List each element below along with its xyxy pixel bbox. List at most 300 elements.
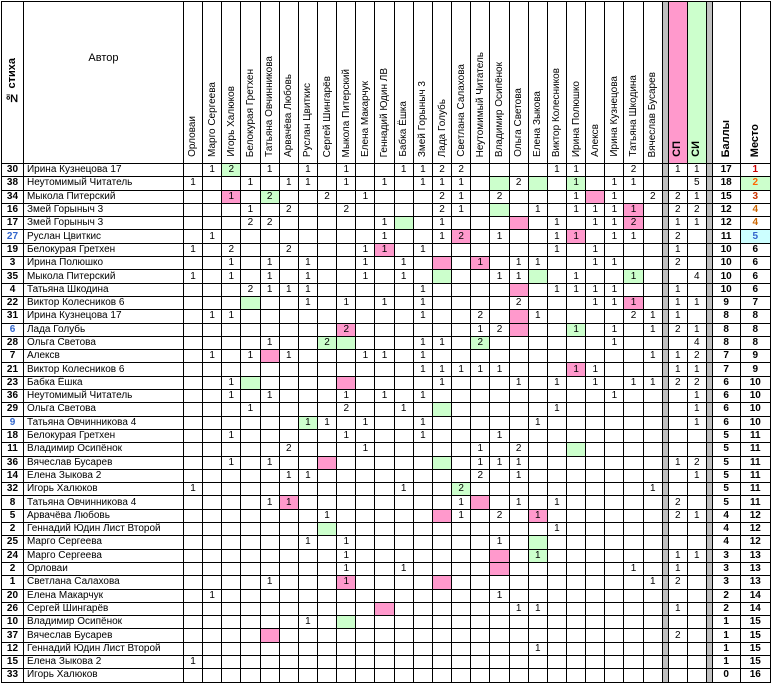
vote-cell bbox=[471, 483, 490, 496]
vote-cell bbox=[241, 602, 260, 615]
vote-cell bbox=[375, 549, 394, 562]
header-juror: Лада Голубь bbox=[432, 2, 451, 164]
author-name: Геннадий Юдин Лист Второй bbox=[23, 642, 183, 655]
table-row bbox=[2, 257, 771, 270]
vote-cell bbox=[356, 562, 375, 575]
vote-cell bbox=[337, 243, 356, 256]
vote-cell bbox=[471, 589, 490, 602]
poem-number: 5 bbox=[2, 509, 24, 522]
vote-cell bbox=[471, 509, 490, 522]
vote-cell bbox=[298, 390, 317, 403]
vote-cell bbox=[624, 602, 643, 615]
table-row bbox=[2, 536, 771, 549]
author-name: Бабка Ёшка bbox=[23, 376, 183, 389]
vote-cell bbox=[624, 655, 643, 668]
vote-cell: 2 bbox=[509, 443, 528, 456]
vote-cell bbox=[375, 416, 394, 429]
vote-cell: 1 bbox=[605, 323, 624, 336]
vote-cell bbox=[279, 164, 298, 177]
score-cell: 1 bbox=[712, 642, 740, 655]
header-juror: Татьяна Овчинникова bbox=[260, 2, 279, 164]
vote-cell bbox=[413, 523, 432, 536]
vote-cell bbox=[203, 629, 222, 642]
vote-cell: 1 bbox=[183, 243, 202, 256]
vote-cell bbox=[509, 669, 528, 682]
vote-cell: 1 bbox=[375, 350, 394, 363]
vote-cell bbox=[624, 283, 643, 296]
vote-cell bbox=[432, 350, 451, 363]
vote-cell: 1 bbox=[509, 257, 528, 270]
vote-cell bbox=[528, 589, 547, 602]
vote-cell bbox=[222, 350, 241, 363]
vote-cell: 1 bbox=[528, 602, 547, 615]
vote-cell: 1 bbox=[222, 270, 241, 283]
poem-number: 27 bbox=[2, 230, 24, 243]
place-cell: 5 bbox=[740, 230, 770, 243]
si-cell: 1 bbox=[687, 416, 706, 429]
place-cell: 9 bbox=[740, 363, 770, 376]
vote-cell bbox=[394, 190, 413, 203]
vote-cell bbox=[222, 177, 241, 190]
vote-cell bbox=[567, 350, 586, 363]
vote-cell bbox=[432, 243, 451, 256]
vote-cell bbox=[452, 562, 471, 575]
vote-cell bbox=[183, 336, 202, 349]
si-cell bbox=[687, 629, 706, 642]
vote-cell bbox=[471, 642, 490, 655]
vote-cell bbox=[509, 283, 528, 296]
vote-cell bbox=[413, 217, 432, 230]
vote-cell bbox=[624, 523, 643, 536]
vote-cell: 1 bbox=[624, 203, 643, 216]
vote-cell bbox=[222, 296, 241, 309]
vote-cell: 2 bbox=[624, 217, 643, 230]
vote-cell bbox=[183, 323, 202, 336]
vote-cell: 1 bbox=[241, 203, 260, 216]
vote-cell bbox=[432, 616, 451, 629]
vote-cell bbox=[605, 429, 624, 442]
vote-cell bbox=[490, 283, 509, 296]
vote-cell bbox=[260, 616, 279, 629]
vote-cell: 1 bbox=[509, 602, 528, 615]
vote-cell bbox=[241, 616, 260, 629]
poem-number: 16 bbox=[2, 203, 24, 216]
vote-cell: 1 bbox=[337, 576, 356, 589]
si-cell: 1 bbox=[687, 509, 706, 522]
vote-cell: 2 bbox=[490, 509, 509, 522]
author-name: Сергей Шингарёв bbox=[23, 602, 183, 615]
vote-cell bbox=[375, 536, 394, 549]
vote-cell bbox=[183, 669, 202, 682]
vote-cell bbox=[471, 390, 490, 403]
vote-cell: 1 bbox=[528, 642, 547, 655]
place-cell: 11 bbox=[740, 456, 770, 469]
vote-cell bbox=[260, 629, 279, 642]
vote-cell: 1 bbox=[222, 310, 241, 323]
poem-number: 30 bbox=[2, 164, 24, 177]
header-author: Автор bbox=[23, 2, 183, 164]
vote-cell bbox=[471, 230, 490, 243]
vote-cell bbox=[490, 336, 509, 349]
vote-cell bbox=[317, 562, 336, 575]
header-score: Баллы bbox=[712, 2, 740, 164]
vote-cell: 2 bbox=[452, 164, 471, 177]
sp-cell: 2 bbox=[668, 190, 687, 203]
vote-cell bbox=[375, 456, 394, 469]
si-cell: 1 bbox=[687, 296, 706, 309]
vote-cell: 1 bbox=[509, 496, 528, 509]
vote-cell bbox=[586, 390, 605, 403]
score-cell: 5 bbox=[712, 456, 740, 469]
vote-cell bbox=[317, 616, 336, 629]
vote-cell bbox=[183, 429, 202, 442]
vote-cell bbox=[471, 629, 490, 642]
sp-cell: 1 bbox=[668, 217, 687, 230]
poem-number: 38 bbox=[2, 177, 24, 190]
vote-cell bbox=[375, 496, 394, 509]
vote-cell bbox=[183, 616, 202, 629]
vote-cell: 1 bbox=[490, 429, 509, 442]
vote-cell bbox=[203, 243, 222, 256]
vote-cell bbox=[337, 217, 356, 230]
score-cell: 1 bbox=[712, 629, 740, 642]
vote-cell bbox=[547, 177, 566, 190]
vote-cell bbox=[452, 469, 471, 482]
vote-cell bbox=[509, 190, 528, 203]
vote-cell: 1 bbox=[413, 243, 432, 256]
sp-cell bbox=[668, 390, 687, 403]
vote-cell bbox=[337, 655, 356, 668]
poem-number: 23 bbox=[2, 376, 24, 389]
vote-cell bbox=[452, 616, 471, 629]
vote-cell bbox=[356, 203, 375, 216]
vote-cell bbox=[183, 296, 202, 309]
vote-cell bbox=[356, 390, 375, 403]
si-cell bbox=[687, 243, 706, 256]
vote-cell bbox=[528, 190, 547, 203]
vote-cell: 2 bbox=[241, 283, 260, 296]
vote-cell bbox=[624, 496, 643, 509]
vote-cell: 2 bbox=[279, 203, 298, 216]
vote-cell: 2 bbox=[279, 443, 298, 456]
vote-cell bbox=[317, 576, 336, 589]
si-cell bbox=[687, 655, 706, 668]
author-name: Неутомимый Читатель bbox=[23, 390, 183, 403]
vote-cell bbox=[643, 562, 662, 575]
vote-cell bbox=[490, 177, 509, 190]
vote-cell: 1 bbox=[547, 523, 566, 536]
sp-cell: 2 bbox=[668, 496, 687, 509]
header-juror: Ирина Кузнецова bbox=[605, 2, 624, 164]
place-cell: 13 bbox=[740, 576, 770, 589]
vote-cell bbox=[260, 403, 279, 416]
vote-cell: 1 bbox=[317, 416, 336, 429]
vote-cell: 1 bbox=[547, 230, 566, 243]
vote-cell bbox=[222, 363, 241, 376]
score-cell: 0 bbox=[712, 669, 740, 682]
vote-cell bbox=[586, 509, 605, 522]
vote-cell bbox=[490, 403, 509, 416]
vote-cell: 1 bbox=[203, 350, 222, 363]
vote-cell bbox=[528, 243, 547, 256]
vote-cell bbox=[624, 257, 643, 270]
vote-cell bbox=[356, 296, 375, 309]
si-cell bbox=[687, 562, 706, 575]
vote-cell: 1 bbox=[298, 177, 317, 190]
vote-cell bbox=[279, 642, 298, 655]
vote-cell: 1 bbox=[567, 203, 586, 216]
vote-cell bbox=[317, 217, 336, 230]
vote-cell bbox=[356, 616, 375, 629]
vote-cell bbox=[567, 469, 586, 482]
vote-cell bbox=[375, 469, 394, 482]
vote-cell bbox=[183, 549, 202, 562]
vote-cell bbox=[643, 203, 662, 216]
vote-cell bbox=[490, 310, 509, 323]
vote-cell bbox=[528, 323, 547, 336]
sp-cell: 1 bbox=[668, 243, 687, 256]
place-cell: 4 bbox=[740, 203, 770, 216]
table-row bbox=[2, 323, 771, 336]
vote-cell bbox=[298, 230, 317, 243]
vote-cell bbox=[279, 655, 298, 668]
vote-cell bbox=[586, 549, 605, 562]
vote-cell bbox=[586, 496, 605, 509]
header-juror: Виктор Колесников bbox=[547, 2, 566, 164]
poem-number: 26 bbox=[2, 602, 24, 615]
vote-cell bbox=[394, 429, 413, 442]
vote-cell bbox=[605, 669, 624, 682]
place-cell: 15 bbox=[740, 642, 770, 655]
vote-cell: 1 bbox=[394, 164, 413, 177]
vote-cell bbox=[317, 243, 336, 256]
header-juror: Марго Сергеева bbox=[203, 2, 222, 164]
vote-cell: 1 bbox=[490, 536, 509, 549]
table-row bbox=[2, 629, 771, 642]
sp-cell bbox=[668, 270, 687, 283]
header-juror: Неутомимый Читатель bbox=[471, 2, 490, 164]
vote-cell: 1 bbox=[528, 509, 547, 522]
place-cell: 13 bbox=[740, 549, 770, 562]
vote-cell bbox=[413, 469, 432, 482]
poem-number: 36 bbox=[2, 456, 24, 469]
si-cell bbox=[687, 536, 706, 549]
author-name: Елена Зыкова 2 bbox=[23, 655, 183, 668]
vote-cell bbox=[547, 549, 566, 562]
vote-cell bbox=[260, 483, 279, 496]
author-name: Арвачёва Любовь bbox=[23, 509, 183, 522]
vote-cell: 1 bbox=[298, 296, 317, 309]
author-name: Ольга Светова bbox=[23, 336, 183, 349]
vote-cell bbox=[317, 164, 336, 177]
vote-cell bbox=[260, 549, 279, 562]
si-cell bbox=[687, 429, 706, 442]
vote-cell: 1 bbox=[624, 296, 643, 309]
vote-cell bbox=[528, 443, 547, 456]
vote-cell bbox=[222, 669, 241, 682]
vote-cell: 1 bbox=[452, 177, 471, 190]
vote-cell bbox=[222, 536, 241, 549]
vote-cell bbox=[298, 589, 317, 602]
header-juror: Татьяна Шкодина bbox=[624, 2, 643, 164]
score-cell: 1 bbox=[712, 655, 740, 668]
vote-cell: 1 bbox=[452, 496, 471, 509]
table-row bbox=[2, 456, 771, 469]
vote-cell bbox=[432, 403, 451, 416]
vote-cell bbox=[317, 483, 336, 496]
vote-cell bbox=[547, 323, 566, 336]
vote-cell bbox=[528, 164, 547, 177]
place-cell: 15 bbox=[740, 629, 770, 642]
vote-cell bbox=[317, 203, 336, 216]
vote-cell bbox=[241, 243, 260, 256]
sp-cell: 1 bbox=[668, 562, 687, 575]
vote-cell: 1 bbox=[643, 310, 662, 323]
vote-cell bbox=[509, 310, 528, 323]
vote-cell bbox=[471, 496, 490, 509]
vote-cell bbox=[490, 243, 509, 256]
vote-cell bbox=[528, 177, 547, 190]
place-cell: 9 bbox=[740, 350, 770, 363]
table-row bbox=[2, 177, 771, 190]
vote-cell bbox=[203, 336, 222, 349]
vote-cell: 1 bbox=[260, 270, 279, 283]
vote-cell bbox=[452, 523, 471, 536]
vote-cell: 2 bbox=[222, 164, 241, 177]
score-cell: 5 bbox=[712, 496, 740, 509]
vote-cell: 1 bbox=[624, 177, 643, 190]
vote-cell bbox=[509, 549, 528, 562]
vote-cell bbox=[471, 376, 490, 389]
vote-cell bbox=[279, 376, 298, 389]
vote-cell bbox=[394, 416, 413, 429]
vote-cell bbox=[279, 589, 298, 602]
score-cell: 5 bbox=[712, 429, 740, 442]
vote-cell: 1 bbox=[452, 363, 471, 376]
vote-cell bbox=[586, 336, 605, 349]
vote-cell bbox=[567, 257, 586, 270]
vote-cell bbox=[241, 589, 260, 602]
vote-cell bbox=[452, 270, 471, 283]
vote-cell: 2 bbox=[624, 310, 643, 323]
vote-cell bbox=[586, 523, 605, 536]
vote-cell bbox=[452, 323, 471, 336]
vote-cell bbox=[317, 589, 336, 602]
vote-cell bbox=[203, 496, 222, 509]
vote-cell bbox=[356, 509, 375, 522]
vote-cell bbox=[452, 217, 471, 230]
si-cell: 1 bbox=[687, 323, 706, 336]
vote-cell bbox=[183, 217, 202, 230]
vote-cell bbox=[317, 456, 336, 469]
si-cell: 1 bbox=[687, 469, 706, 482]
vote-cell bbox=[337, 589, 356, 602]
vote-cell bbox=[509, 350, 528, 363]
vote-cell bbox=[547, 296, 566, 309]
vote-cell bbox=[298, 403, 317, 416]
poem-number: 1 bbox=[2, 576, 24, 589]
vote-cell: 1 bbox=[547, 164, 566, 177]
score-cell: 6 bbox=[712, 416, 740, 429]
vote-cell: 1 bbox=[279, 496, 298, 509]
vote-cell bbox=[643, 456, 662, 469]
score-cell: 11 bbox=[712, 230, 740, 243]
vote-cell bbox=[317, 443, 336, 456]
vote-cell: 1 bbox=[375, 243, 394, 256]
vote-cell bbox=[452, 403, 471, 416]
vote-cell bbox=[394, 669, 413, 682]
vote-cell bbox=[528, 376, 547, 389]
vote-cell bbox=[528, 296, 547, 309]
vote-cell bbox=[241, 390, 260, 403]
vote-cell: 1 bbox=[260, 257, 279, 270]
vote-cell bbox=[452, 549, 471, 562]
vote-cell bbox=[241, 296, 260, 309]
vote-cell: 1 bbox=[509, 376, 528, 389]
vote-cell bbox=[356, 536, 375, 549]
vote-cell bbox=[375, 257, 394, 270]
author-name: Геннадий Юдин Лист Второй bbox=[23, 523, 183, 536]
vote-cell bbox=[452, 602, 471, 615]
vote-cell: 1 bbox=[624, 376, 643, 389]
score-cell: 15 bbox=[712, 190, 740, 203]
vote-cell bbox=[605, 655, 624, 668]
vote-cell bbox=[375, 270, 394, 283]
vote-cell bbox=[471, 203, 490, 216]
place-cell: 14 bbox=[740, 589, 770, 602]
header-juror: Ирина Полюшко bbox=[567, 2, 586, 164]
author-name: Руслан Цвиткис bbox=[23, 230, 183, 243]
sp-cell: 1 bbox=[668, 363, 687, 376]
vote-cell bbox=[643, 230, 662, 243]
vote-cell bbox=[222, 589, 241, 602]
vote-cell bbox=[643, 523, 662, 536]
vote-cell bbox=[643, 283, 662, 296]
author-name: Виктор Колесников 6 bbox=[23, 296, 183, 309]
vote-cell bbox=[337, 616, 356, 629]
vote-cell bbox=[567, 616, 586, 629]
place-cell: 6 bbox=[740, 270, 770, 283]
vote-cell bbox=[394, 177, 413, 190]
vote-cell bbox=[241, 429, 260, 442]
vote-cell bbox=[413, 270, 432, 283]
vote-cell bbox=[413, 443, 432, 456]
score-cell: 7 bbox=[712, 363, 740, 376]
vote-cell bbox=[394, 243, 413, 256]
si-cell bbox=[687, 576, 706, 589]
poem-number: 35 bbox=[2, 270, 24, 283]
author-name: Игорь Халюков bbox=[23, 483, 183, 496]
vote-cell bbox=[375, 576, 394, 589]
author-name: Неутомимый Читатель bbox=[23, 177, 183, 190]
vote-cell bbox=[490, 629, 509, 642]
vote-cell: 2 bbox=[490, 190, 509, 203]
place-cell: 14 bbox=[740, 602, 770, 615]
vote-cell bbox=[490, 549, 509, 562]
vote-cell bbox=[298, 350, 317, 363]
vote-cell bbox=[183, 469, 202, 482]
poem-number: 14 bbox=[2, 469, 24, 482]
vote-cell bbox=[547, 416, 566, 429]
vote-cell bbox=[547, 655, 566, 668]
vote-cell bbox=[337, 642, 356, 655]
vote-cell bbox=[528, 536, 547, 549]
vote-cell: 1 bbox=[298, 164, 317, 177]
author-name: Виктор Колесников 6 bbox=[23, 363, 183, 376]
vote-cell bbox=[624, 456, 643, 469]
header-juror: Белокурая Гретхен bbox=[241, 2, 260, 164]
place-cell: 2 bbox=[740, 177, 770, 190]
